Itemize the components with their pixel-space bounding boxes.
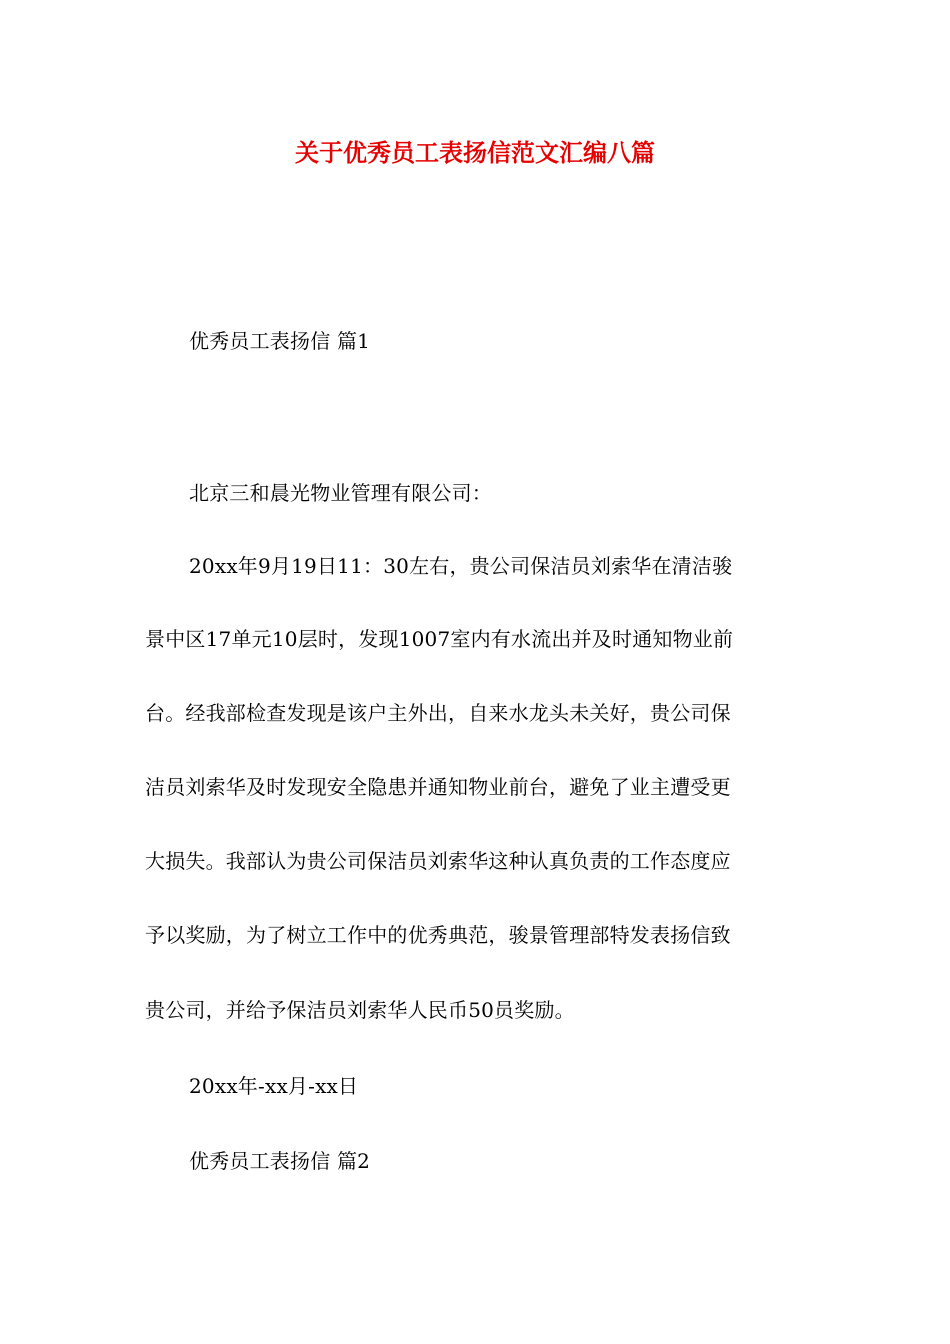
page-title: 关于优秀员工表扬信范文汇编八篇 bbox=[295, 139, 655, 167]
body-line: 20xx年9月19日11：30左右，贵公司保洁员刘索华在清洁骏 bbox=[189, 554, 733, 578]
section-heading-1: 优秀员工表扬信 篇1 bbox=[189, 329, 371, 353]
body-line: 予以奖励，为了树立工作中的优秀典范，骏景管理部特发表扬信致 bbox=[145, 923, 731, 947]
body-line: 景中区17单元10层时，发现1007室内有水流出并及时通知物业前 bbox=[145, 627, 734, 651]
date-line: 20xx年-xx月-xx日 bbox=[189, 1074, 359, 1098]
body-line: 贵公司，并给予保洁员刘索华人民币50员奖励。 bbox=[145, 998, 575, 1022]
salutation: 北京三和晨光物业管理有限公司： bbox=[189, 481, 492, 505]
body-line: 洁员刘索华及时发现安全隐患并通知物业前台，避免了业主遭受更 bbox=[145, 775, 731, 799]
body-line: 台。经我部检查发现是该户主外出，自来水龙头未关好，贵公司保 bbox=[145, 701, 731, 725]
body-line: 大损失。我部认为贵公司保洁员刘索华这种认真负责的工作态度应 bbox=[145, 849, 731, 873]
section-heading-2: 优秀员工表扬信 篇2 bbox=[189, 1149, 371, 1173]
